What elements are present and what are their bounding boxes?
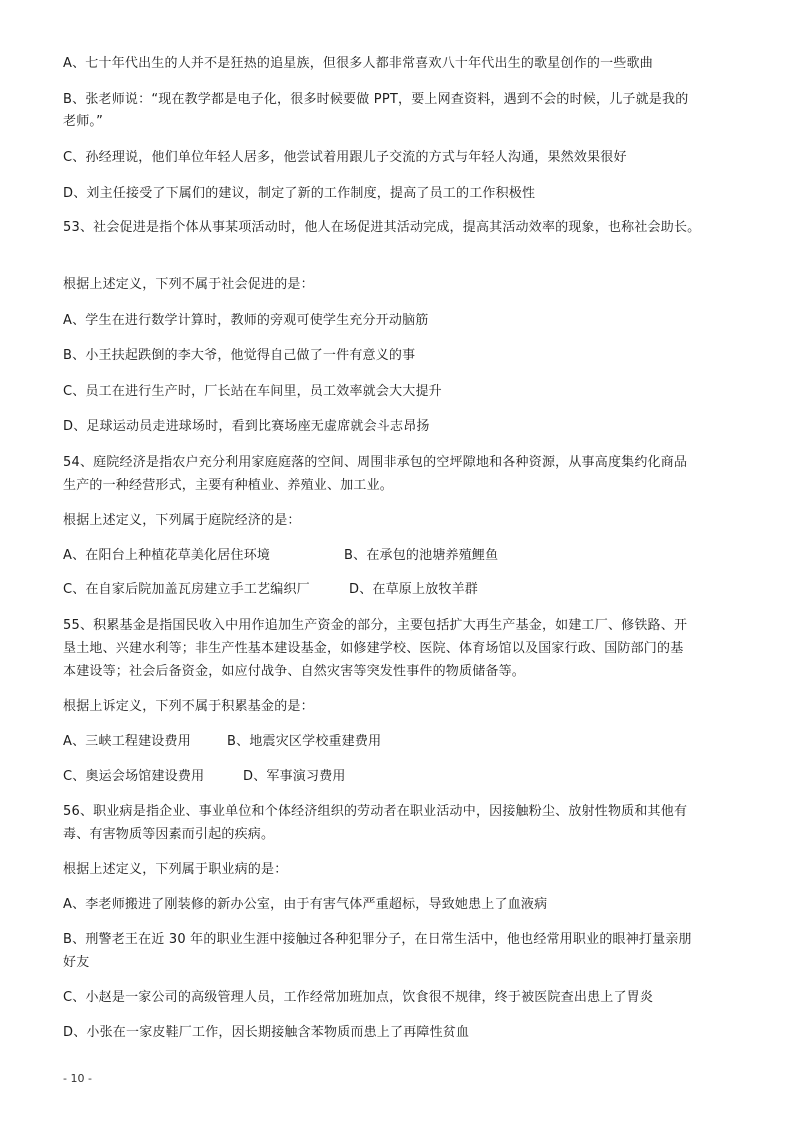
question-55-stem-line2: 垦土地、兴建水利等；非生产性基本建设基金，如修建学校、医院、体育场馆以及国家行政、国防部门的基 bbox=[63, 641, 684, 656]
option-d-q56: D、小张在一家皮鞋厂工作，因长期接触含苯物质而患上了再障性贫血 bbox=[63, 1025, 470, 1040]
option-b-q55: B、地震灾区学校重建费用 bbox=[227, 734, 382, 749]
option-b-q56-line2: 好友 bbox=[63, 955, 90, 970]
option-a-q55: A、三峡工程建设费用 bbox=[63, 734, 191, 749]
option-c-q55: C、奥运会场馆建设费用 bbox=[63, 769, 205, 784]
question-54-stem-line2: 生产的一种经营形式，主要有种植业、养殖业、加工业。 bbox=[63, 478, 394, 493]
question-56-stem-line1: 56、职业病是指企业、事业单位和个体经济组织的劳动者在职业活动中，因接触粉尘、放射性物质和其他有 bbox=[63, 804, 688, 819]
question-54-stem-line1: 54、庭院经济是指农户充分利用家庭庭落的空间、周围非承包的空坪隙地和各种资源，从事高度集约化商品 bbox=[63, 455, 688, 470]
option-b-q56-line1: B、刑警老王在近 30 年的职业生涯中接触过各种犯罪分子，在日常生活中，他也经常用职业的眼神打量亲朋 bbox=[63, 932, 692, 947]
option-c-q54: C、在自家后院加盖瓦房建立手工艺编织厂 bbox=[63, 582, 310, 597]
option-a-q52: A、七十年代出生的人并不是狂热的追星族，但很多人都非常喜欢八十年代出生的歌星创作的一些歌曲 bbox=[63, 56, 653, 71]
option-a-q54: A、在阳台上种植花草美化居住环境 bbox=[63, 548, 271, 563]
question-53-prompt: 根据上述定义，下列不属于社会促进的是： bbox=[63, 277, 314, 292]
option-b-q54: B、在承包的池塘养殖鲤鱼 bbox=[344, 548, 499, 563]
option-a-q53: A、学生在进行数学计算时，教师的旁观可使学生充分开动脑筋 bbox=[63, 313, 429, 328]
question-54-prompt: 根据上述定义，下列属于庭院经济的是： bbox=[63, 513, 301, 528]
option-a-q56: A、李老师搬进了刚装修的新办公室，由于有害气体严重超标，导致她患上了血液病 bbox=[63, 897, 548, 912]
option-b-q52-line2: 老师。” bbox=[63, 114, 104, 129]
option-d-q53: D、足球运动员走进球场时，看到比赛场座无虚席就会斗志昂扬 bbox=[63, 419, 430, 434]
option-c-q56: C、小赵是一家公司的高级管理人员，工作经常加班加点，饮食很不规律，终于被医院查出患上了胃炎 bbox=[63, 990, 654, 1005]
option-d-q54: D、在草原上放牧羊群 bbox=[349, 582, 479, 597]
page-number: - 10 - bbox=[63, 1072, 92, 1085]
question-56-prompt: 根据上述定义，下列属于职业病的是： bbox=[63, 862, 288, 877]
option-b-q52-line1: B、张老师说：“现在教学都是电子化，很多时候要做 PPT，要上网查资料，遇到不会的时候，儿子就是我的 bbox=[63, 92, 689, 107]
option-c-q53: C、员工在进行生产时，厂长站在车间里，员工效率就会大大提升 bbox=[63, 384, 442, 399]
question-55-stem-line3: 本建设等；社会后备资金，如应付战争、自然灾害等突发性事件的物质储备等。 bbox=[63, 664, 526, 679]
option-b-q53: B、小王扶起跌倒的李大爷，他觉得自己做了一件有意义的事 bbox=[63, 348, 416, 363]
question-55-stem-line1: 55、积累基金是指国民收入中用作追加生产资金的部分，主要包括扩大再生产基金，如建工厂、修铁路、开 bbox=[63, 618, 688, 633]
question-56-stem-line2: 毒、有害物质等因素而引起的疾病。 bbox=[63, 827, 275, 842]
option-c-q52: C、孙经理说，他们单位年轻人居多，他尝试着用跟儿子交流的方式与年轻人沟通，果然效果很好 bbox=[63, 150, 627, 165]
option-d-q55: D、军事演习费用 bbox=[243, 769, 346, 784]
option-d-q52: D、刘主任接受了下属们的建议，制定了新的工作制度，提高了员工的工作积极性 bbox=[63, 186, 536, 201]
question-53-stem: 53、社会促进是指个体从事某项活动时，他人在场促进其活动完成，提高其活动效率的现象，也称社会助长。 bbox=[63, 220, 701, 235]
question-55-prompt: 根据上诉定义，下列不属于积累基金的是： bbox=[63, 699, 314, 714]
